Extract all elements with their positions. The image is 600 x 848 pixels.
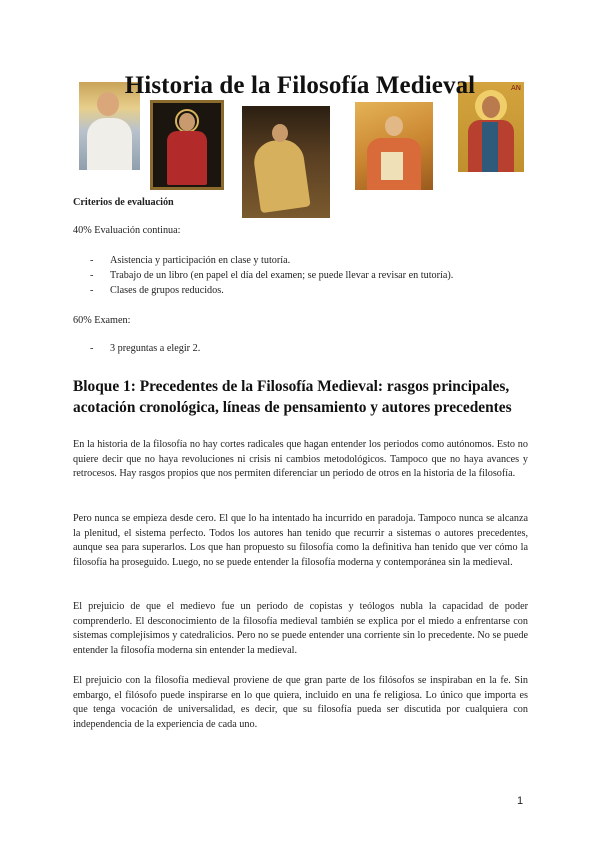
- continuous-evaluation-label: 40% Evaluación continua:: [73, 225, 181, 236]
- portrait-image-4: [355, 102, 433, 190]
- list-item: - Asistencia y participación en clase y tutoría.: [90, 255, 291, 266]
- continuous-evaluation-list: [73, 253, 453, 298]
- document-title: Historia de la Filosofía Medieval: [124, 72, 476, 99]
- list-item: - 3 preguntas a elegir 2.: [90, 343, 201, 354]
- list-item: - Trabajo de un libro (en papel el día del examen; se puede llevar a revisar en tutoría).: [90, 270, 454, 281]
- portrait-image-2: [150, 100, 224, 190]
- list-item: - Clases de grupos reducidos.: [90, 285, 224, 296]
- paragraph: En la historia de la filosofía no hay cortes radicales que hagan entender los periodos como autónomos. Esto no quiere decir que no haya revoluciones ni crisis ni cambios metodológicos. Tampoco que no haya avances y retrocesos. Hay rasgos propios que nos permiten diferenciar un periodo de otros en la historia de la filosofía.: [73, 439, 528, 480]
- page-number: 1: [517, 795, 524, 807]
- portrait-image-3: [242, 106, 330, 218]
- portrait-label: ΑΝ: [510, 84, 521, 92]
- criteria-heading: Criterios de evaluación: [73, 197, 174, 208]
- paragraph: El prejuicio de que el medievo fue un periodo de copistas y teólogos nubla la capacidad de poder comprenderlo. El desconocimiento de la filosofía medieval también se explica por el miedo a enfrentarse con sistemas complejísimos y catedralicios. Pero no se puede entender una corriente sin lo precedente. No se puede entender la filosofía moderna sin entender la medieval.: [73, 601, 528, 656]
- exam-list: [73, 341, 200, 356]
- paragraph: Pero nunca se empieza desde cero. El que lo ha intentado ha incurrido en paradoja. Tampoco nunca se alcanza la plenitud, el sistema perfecto. Todos los autores han tenido que recurrir a sistemas o autores precedentes, aunque sea para superarlos. Los que han propuesto su filosofía como la definitiva han tenido que ver cómo la filosofía ha proseguido. Luego, no se puede entender la filosofía moderna y contemporánea sin la medieval.: [73, 513, 528, 568]
- section-heading: Bloque 1: Precedentes de la Filosofía Medieval: rasgos principales, acotación cronológica, líneas de pensamiento y autores precedentes: [73, 378, 512, 416]
- exam-label: 60% Examen:: [73, 315, 131, 326]
- paragraph: El prejuicio con la filosofía medieval proviene de que gran parte de los filósofos se inspiraban en la fe. Sin embargo, el filósofo puede inspirarse en lo que quiera, incluido en una fe religiosa. Lo único que importa es que tenga vocación de universalidad, es decir, que su filosofía pueda ser discutida por cualquiera con independencia de la experiencia de cada uno.: [73, 675, 528, 730]
